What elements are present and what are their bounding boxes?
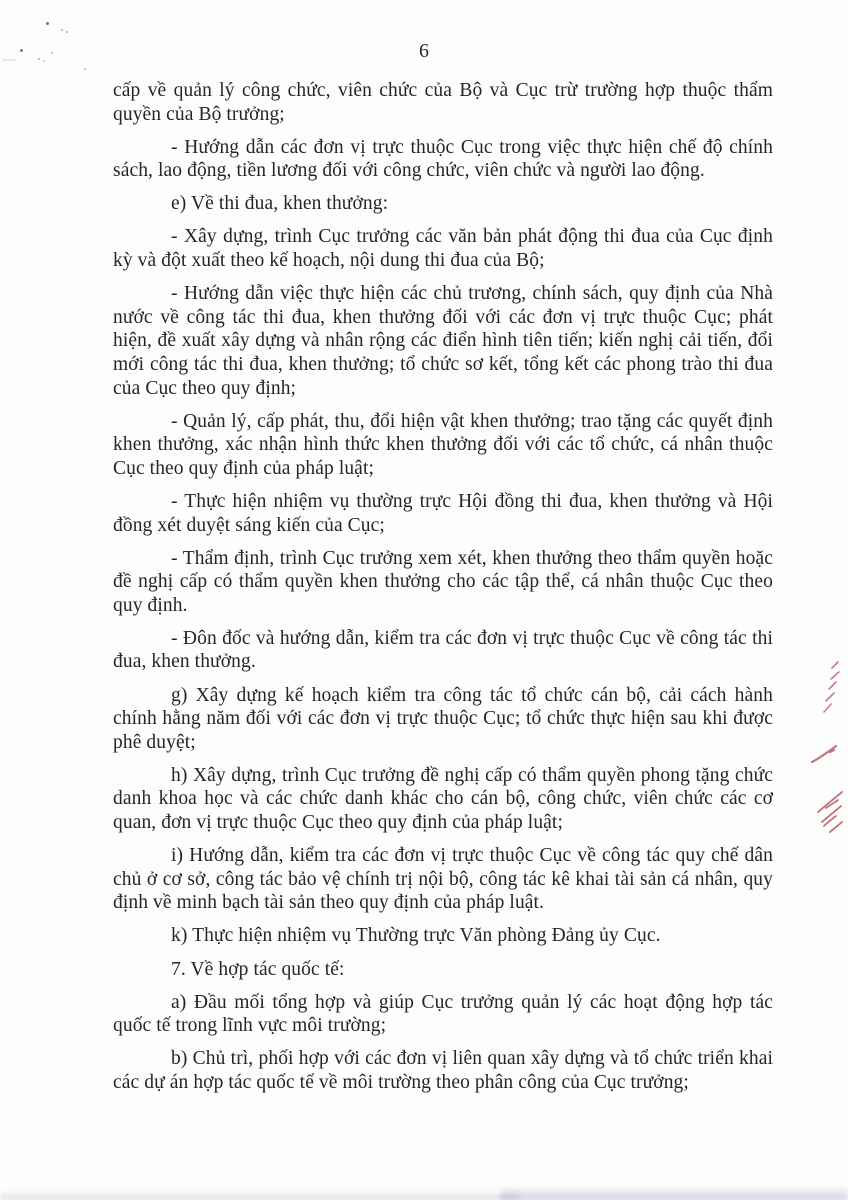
paragraph: k) Thực hiện nhiệm vụ Thường trực Văn phòng Đảng ủy Cục. (171, 925, 661, 947)
paragraph: g) Xây dựng kế hoạch kiểm tra công tác tổ chức cán bộ, cải cách hành chính hằng năm đối với các đơn vị trực thuộc Cục; tổ chức thực hiện sau khi được phê duyệt; (113, 684, 773, 753)
paragraph: - Đôn đốc và hướng dẫn, kiểm tra các đơn vị trực thuộc Cục về công tác thi đua, khen thưởng. (113, 627, 773, 673)
paragraph: h) Xây dựng, trình Cục trưởng đề nghị cấp có thẩm quyền phong tặng chức danh khoa học và các chức danh khác cho cán bộ, công chức, viên chức các cơ quan, đơn vị trực thuộc Cục theo quy định của pháp luật; (113, 764, 773, 834)
scan-speck (46, 22, 49, 25)
paragraph: - Thẩm định, trình Cục trưởng xem xét, khen thưởng theo thẩm quyền hoặc đề nghị cấp có thẩm quyền khen thưởng cho các tập thể, cá nhân thuộc Cục theo quy định. (113, 547, 773, 616)
scan-speck (38, 58, 40, 60)
document-body (113, 79, 773, 1104)
paragraph: b) Chủ trì, phối hợp với các đơn vị liên quan xây dựng và tổ chức triển khai các dự án hợp tác quốc tế về môi trường theo phân công của Cục trưởng; (113, 1048, 773, 1093)
scan-bottom-smudge (500, 1186, 848, 1200)
scan-bottom-smudge (0, 1190, 520, 1200)
page-number: 6 (419, 40, 429, 62)
paragraph: - Hướng dẫn việc thực hiện các chủ trương, chính sách, quy định của Nhà nước về công tác thi đua, khen thưởng đối với các đơn vị trực thuộc Cục; phát hiện, đề xuất xây dựng và nhân rộng các điển hình tiên tiến; kiến nghị cải tiến, đổi mới công tác thi đua, khen thưởng; tổ chức sơ kết, tổng kết các phong trào thi đua của Cục theo quy định; (113, 283, 773, 399)
scan-speck (66, 31, 68, 33)
paragraph: - Quản lý, cấp phát, thu, đổi hiện vật khen thưởng; trao tặng các quyết định khen thưởng, xác nhận hình thức khen thưởng đối với các tổ chức, cá nhân thuộc Cục theo quy định của pháp luật; (113, 410, 773, 479)
red-ink-check-icon (806, 740, 842, 773)
paragraph: e) Về thi đua, khen thưởng: (171, 193, 389, 215)
paragraph: cấp về quản lý công chức, viên chức của Bộ và Cục trừ trường hợp thuộc thẩm quyền của Bộ trưởng; (113, 80, 773, 125)
scan-smudge (2, 59, 16, 61)
scan-speck (43, 60, 45, 62)
paragraph: - Hướng dẫn các đơn vị trực thuộc Cục trong việc thực hiện chế độ chính sách, lao động, tiền lương đối với công chức, viên chức và người lao động. (113, 136, 773, 182)
scan-speck (61, 29, 63, 31)
paragraph: i) Hướng dẫn, kiểm tra các đơn vị trực thuộc Cục về công tác quy chế dân chủ ở cơ sở, công tác bảo vệ chính trị nội bộ, công tác kê khai tài sản cá nhân, quy định về minh bạch tài sản theo quy định của pháp luật. (113, 845, 773, 914)
paragraph: 7. Về hợp tác quốc tế: (171, 958, 345, 980)
red-ink-annotation-icon (814, 652, 848, 729)
scan-speck (20, 49, 23, 52)
red-ink-scribble-icon (808, 786, 848, 843)
scan-speck (84, 68, 86, 70)
paragraph: - Xây dựng, trình Cục trưởng các văn bản phát động thi đua của Cục định kỳ và đột xuất theo kế hoạch, nội dung thi đua của Bộ; (113, 226, 773, 272)
scan-speck (51, 52, 53, 54)
paragraph: a) Đầu mối tổng hợp và giúp Cục trưởng quản lý các hoạt động hợp tác quốc tế trong lĩnh vực môi trường; (113, 991, 773, 1037)
paragraph: - Thực hiện nhiệm vụ thường trực Hội đồng thi đua, khen thưởng và Hội đồng xét duyệt sáng kiến của Cục; (113, 490, 773, 536)
